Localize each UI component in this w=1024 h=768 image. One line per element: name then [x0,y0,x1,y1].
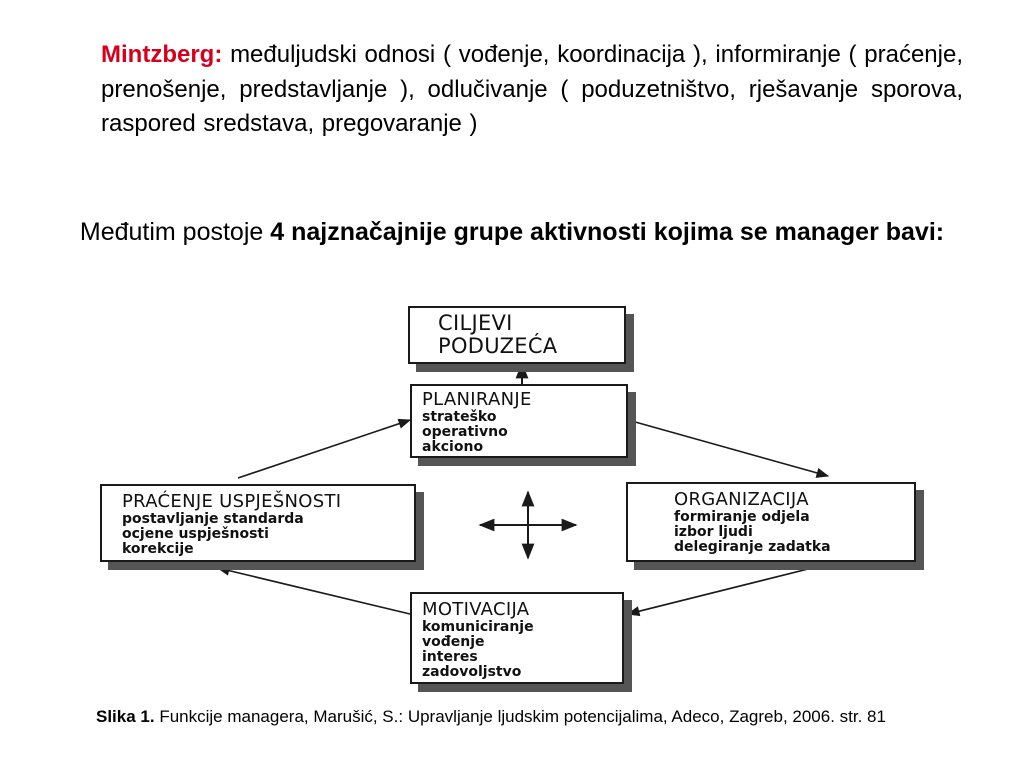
caption-label: Slika 1. [96,707,155,726]
planning-item: strateško [422,409,497,425]
planning-item: operativno [422,424,508,440]
monitoring-box [100,484,416,562]
monitoring-title: PRAĆENJE USPJEŠNOSTI [122,491,342,512]
planning-title: PLANIRANJE [422,389,532,410]
motivation-item: komuniciranje [422,619,534,635]
planning-box [410,384,628,458]
monitoring-item: korekcije [122,541,194,557]
arrow-planning-to-organization [628,420,828,476]
organization-item: delegiranje zadatka [674,539,831,555]
organization-item: izbor ljudi [674,524,753,540]
manager-functions-diagram [100,296,831,696]
figure-caption [96,703,944,731]
motivation-item: vođenje [422,634,485,650]
monitoring-item: postavljanje standarda [122,511,304,527]
intro-text: međuljudski odnosi ( vođenje, koordinacija ), informiranje ( praćenje, prenošenje, predstavljanje ), odlučivanje ( poduzetništvo, rješavanje sporova, raspored sredstava, pregovaranje ) [101,41,964,137]
arrow-organization-to-motivation [628,564,828,614]
monitoring-item: ocjene uspješnosti [122,526,269,542]
motivation-item: interes [422,649,478,665]
motivation-item: zadovoljstvo [422,664,522,680]
arrow-monitoring-to-planning [238,420,410,478]
goals-line2: PODUZEĆA [438,334,558,358]
organization-item: formiranje odjela [674,509,810,525]
headline [60,214,964,250]
organization-title: ORGANIZACIJA [674,489,809,510]
organization-box [626,482,916,562]
motivation-title: MOTIVACIJA [422,599,530,620]
goals-box [408,306,626,364]
goals-line1: CILJEVI [438,311,513,335]
caption-text: Funkcije managera, Marušić, S.: Upravljanje ljudskim potencijalima, Adeco, Zagreb, 2006. str. 81 [154,707,886,726]
motivation-box [410,592,624,684]
planning-item: akciono [422,439,484,455]
headline-normal: Međutim postoje [79,218,271,246]
arrow-motivation-to-monitoring [218,568,410,614]
intro-lead: Mintzberg: [101,41,223,68]
intro-paragraph [101,38,963,142]
headline-bold: 4 najznačajnije grupe aktivnosti kojima se manager bavi: [270,218,945,246]
